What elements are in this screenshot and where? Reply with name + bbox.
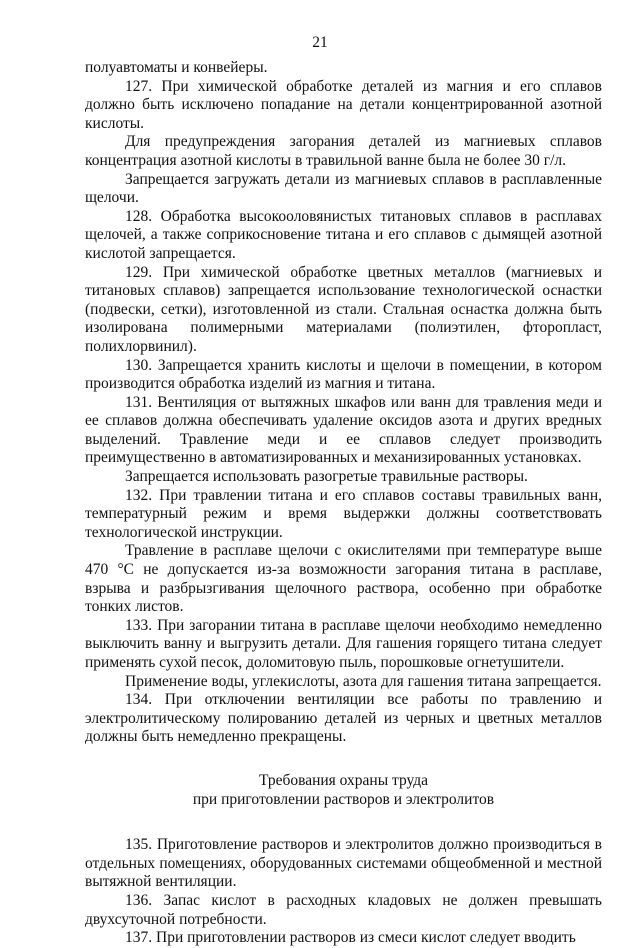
section-heading-line-2: при приготовлении растворов и электролитов [192,790,495,808]
paragraph-131-heated-solutions: Запрещается использовать разогретые травильные растворы. [125,468,528,486]
paragraph-132: 132. При травлении титана и его сплавов составы травильных ванн, температурный режим и время выдержки должны соответствовать технологической инструкции. [85,486,602,541]
paragraph-135: 135. Приготовление растворов и электролитов должно производиться в отдельных помещениях, оборудованных системами общеобменной и местной вытяжной вентиляции. [85,836,602,891]
paragraph-continuation: полуавтоматы и конвейеры. [85,59,268,76]
paragraph-130: 130. Запрещается хранить кислоты и щелочи в помещении, в котором производится обработка изделий из магния и титана. [85,356,602,393]
paragraph-127: 127. При химической обработке деталей из магния и его сплавов должно быть исключено попадание на детали концентрированной азотной кислоты. [85,77,602,132]
paragraph-133: 133. При загорании титана в расплаве щелочи необходимо немедленно выключить ванну и выгрузить детали. Для гашения горящего титана следует применять сухой песок, доломитовую пыль, порошковые огнетушители. [85,616,602,671]
section-heading [85,772,602,809]
paragraph-132-alkali-melt: Травление в расплаве щелочи с окислителями при температуре выше 470 °С не допускается из-за возможности загорания титана в расплаве, взрыва и разбрызгивания щелочного раствора, особенно при обработке тонких листов. [85,542,602,616]
paragraph-127-magnesium-prevention: Для предупреждения загорания деталей из магниевых сплавов концентрация азотной кислоты в травильной ванне была не более 30 г/л. [85,133,602,169]
paragraph-134: 134. При отключении вентиляции все работы по травлению и электролитическому полированию деталей из черных и цветных металлов должны быть немедленно прекращены. [85,691,602,746]
page-number: 21 [312,34,328,51]
paragraph-128: 128. Обработка высокооловянистых титановых сплавов в расплавах щелочей, а также соприкосновение титана и его сплавов с дымящей азотной кислотой запрещается. [85,207,602,262]
paragraph-137: 137. При приготовлении растворов из смеси кислот следует вводить [125,929,576,947]
paragraph-131: 131. Вентиляция от вытяжных шкафов или ванн для травления меди и ее сплавов должна обеспечивать удаление оксидов азота и других вредных выделений. Травление меди и ее сплавов следует производить преимущественно в автоматизированных и механизированных установках. [85,393,602,467]
document-body [85,59,602,948]
paragraph-129: 129. При химической обработке цветных металлов (магниевых и титановых сплавов) запрещается использование технологической оснастки (подвески, сетки), изготовленной из стали. Стальная оснастка должна быть изолирована полимерными материалами (полиэтилен, фторопласт, полихлорвинил). [85,263,602,355]
paragraph-136: 136. Запас кислот в расходных кладовых не должен превышать двухсуточной потребности. [85,891,602,928]
paragraph-127-alkali-prohibition: Запрещается загружать детали из магниевых сплавов в расплавленные щелочи. [85,170,602,207]
paragraph-133-extinguishing: Применение воды, углекислоты, азота для гашения титана запрещается. [125,672,602,690]
section-heading-line-1: Требования охраны труда [258,771,429,789]
